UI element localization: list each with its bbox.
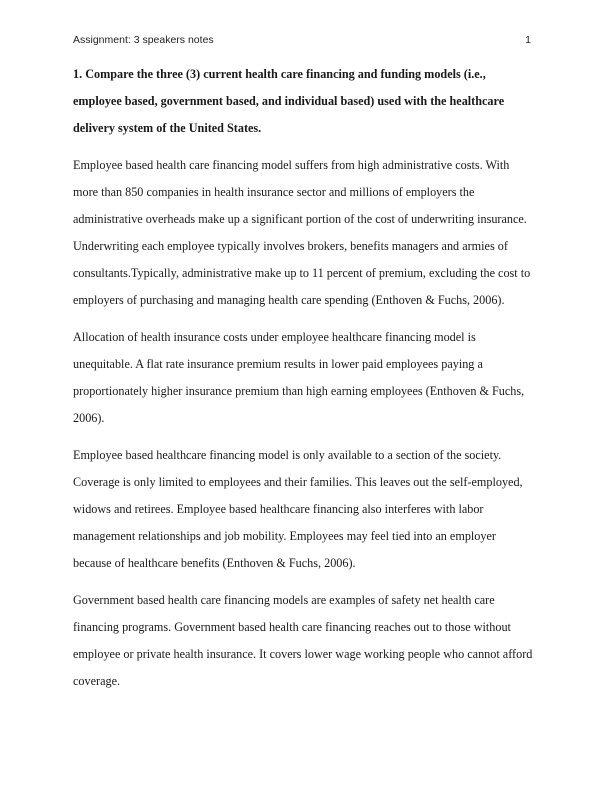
paragraph-cost-allocation: Allocation of health insurance costs under employee healthcare financing model is unequitable. A flat rate insurance premium results in lower paid employees paying a proportionately higher insurance premium than high earning employees (Enthoven & Fuchs, 2006).: [73, 330, 525, 425]
page-header: [73, 34, 531, 50]
question-heading: 1. Compare the three (3) current health care financing and funding models (i.e., employee based, government based, and individual based) used with the healthcare delivery system of the United States.: [73, 67, 505, 135]
paragraph-coverage-limits: Employee based healthcare financing model is only available to a section of the society. Coverage is only limited to employees and their families. This leaves out the self-employed, widows and retirees. Employee based healthcare financing also interferes with labor management relationships and job mobility. Employees may feel tied into an employer because of healthcare benefits (Enthoven & Fuchs, 2006).: [73, 448, 523, 570]
page-number: 1: [525, 34, 531, 46]
document-body: [73, 61, 535, 705]
paragraph-employee-admin-costs: Employee based health care financing model suffers from high administrative costs. With more than 850 companies in health insurance sector and millions of employers the administrative overheads make up a significant portion of the cost of underwriting insurance. Underwriting each employee typically involves brokers, benefits managers and armies of consultants.Typically, administrative make up to 11 percent of premium, excluding the cost to employers of purchasing and managing health care spending (Enthoven & Fuchs, 2006).: [73, 158, 531, 307]
paragraph-government-financing: Government based health care financing models are examples of safety net health care financing programs. Government based health care financing reaches out to those without employee or private health insurance. It covers lower wage working people who cannot afford coverage.: [73, 593, 533, 688]
running-head: Assignment: 3 speakers notes: [73, 34, 214, 46]
